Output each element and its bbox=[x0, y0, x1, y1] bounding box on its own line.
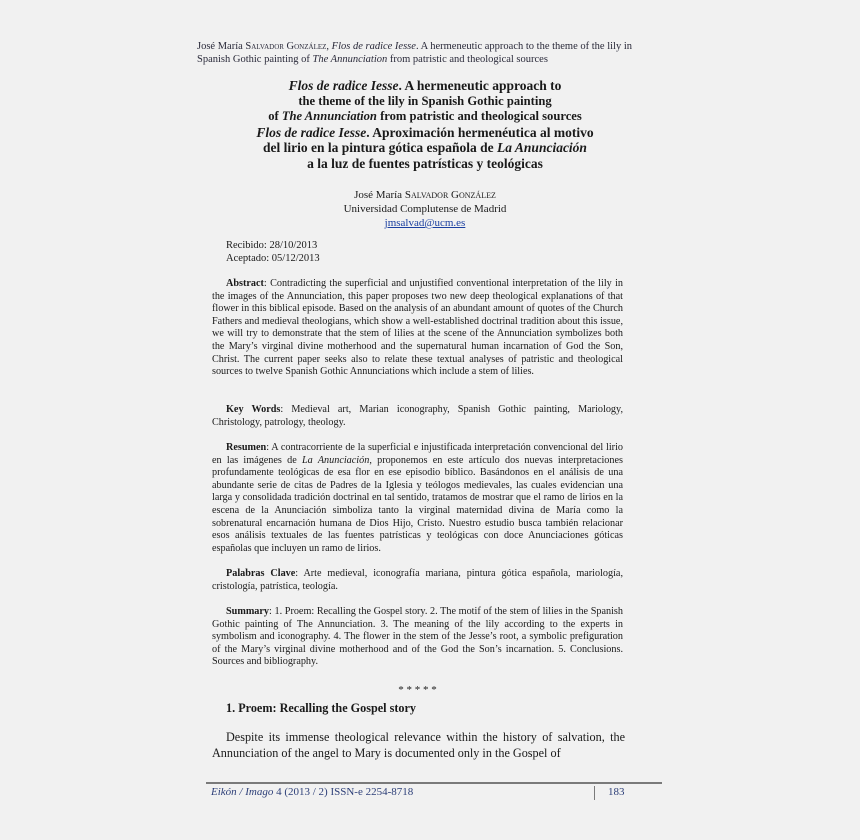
keywords-text: : Medieval art, Marian iconography, Spanish Gothic painting, Mariology, Christology, patrology, theology. bbox=[212, 404, 623, 428]
summary-paragraph bbox=[212, 606, 623, 669]
section-body-text: Despite its immense theological relevance within the history of salvation, the Annunciation of the angel to Mary is documented only in the Gospel of bbox=[212, 730, 625, 760]
author-last: Salvador González bbox=[404, 189, 496, 201]
title-es-line1-rest: . Aproximación hermenéutica al motivo bbox=[366, 124, 594, 140]
footer-journal bbox=[211, 786, 413, 798]
palabras-text: : Arte medieval, iconografía mariana, pintura gótica española, mariología, cristología, patrística, teología. bbox=[212, 568, 624, 592]
palabras-paragraph bbox=[212, 568, 623, 593]
resumen-italic: La Anunciación bbox=[302, 454, 370, 466]
palabras-label: Palabras Clave bbox=[226, 568, 296, 579]
article-title bbox=[200, 78, 650, 171]
author-name bbox=[200, 188, 650, 202]
title-en-latin: Flos de radice Iesse bbox=[288, 78, 399, 93]
title-es-line2-italic: La Anunciación bbox=[497, 140, 587, 155]
summary-label: Summary bbox=[226, 606, 270, 617]
title-en-line3-pre: of bbox=[268, 109, 282, 123]
title-en-line3 bbox=[200, 109, 650, 125]
footer-divider bbox=[594, 786, 595, 800]
resumen-text-post: , proponemos en este artículo dos nuevas interpretaciones profundamente teológicas de esa flor en ese episodio bíblico. Basándonos en el análisis de una abundante serie de citas de Padres de la Iglesia y teólogos medievales, las cuales evidencian una larga y consolidada tradición doctrinal en tal sentido, tratamos de mostrar que el ramo de lirios en la escena de la Anunciación simboliza tanto la virginal maternidad divina de María como la sobrenatural encarnación humana de Dios Hijo, Cristo. Nuestro estudio busca también relacionar esos análisis textuales de las fuentes patrísticas y teológicas con doce Anunciaciones góticas españolas que incluyen un ramo de lirios. bbox=[212, 454, 623, 554]
abstract-label: Abstract bbox=[226, 278, 264, 289]
abstract-paragraph bbox=[212, 278, 623, 379]
summary-text: : 1. Proem: Recalling the Gospel story. 2. The motif of the stem of lilies in the Spanish Gothic painting of The Annunciation. 3. The meaning of the lily according to the experts in symbolism and iconography. 4. The flower in the stem of the Jesse’s root, a symbolic prefiguration of the Mary’s virginal divine motherhood and of the God the Son’s incarnation. 5. Conclusions. Sources and bibliography. bbox=[212, 606, 623, 668]
title-es-line3: a la luz de fuentes patrísticas y teológicas bbox=[307, 155, 543, 171]
section-heading: 1. Proem: Recalling the Gospel story bbox=[226, 701, 417, 715]
resumen-paragraph bbox=[212, 442, 623, 555]
title-en-line3-post: from patristic and theological sources bbox=[376, 109, 582, 123]
title-es-latin: Flos de radice Iesse bbox=[256, 124, 367, 140]
running-head-title-latin: Flos de radice Iesse bbox=[331, 41, 416, 52]
author-email-link[interactable]: jmsalvad@ucm.es bbox=[384, 217, 466, 229]
title-es-line2-pre: del lirio en la pintura gótica española de bbox=[263, 140, 498, 155]
running-head-sep: , bbox=[326, 41, 332, 52]
title-es-line1 bbox=[200, 125, 650, 141]
title-es-line2 bbox=[200, 140, 650, 156]
running-head bbox=[197, 40, 637, 66]
footer-rule bbox=[206, 782, 662, 784]
date-accepted: Aceptado: 05/12/2013 bbox=[226, 252, 320, 264]
title-en-line1-rest: . A hermeneutic approach to bbox=[398, 78, 562, 93]
author-block bbox=[200, 188, 650, 230]
dates-block bbox=[226, 240, 526, 265]
keywords-label: Key Words bbox=[226, 404, 281, 415]
running-head-author-last: Salvador González bbox=[245, 41, 327, 52]
running-head-title-annunciation: The Annunciation bbox=[312, 54, 388, 65]
running-head-author-first: José María bbox=[197, 41, 246, 52]
title-en-line1 bbox=[200, 78, 650, 94]
abstract-text: : Contradicting the superficial and unjustified conventional interpretation of the lily in the images of the Annunciation, this paper proposes two new deep theological explanations of that flower in this biblical episode. Based on the analysis of an abundant amount of quotes of the Church Fathers and medieval theologians, which show a well-established doctrinal tradition about this issue, we will try to demonstrate that the stem of lilies at the scene of the Annunciation symbolizes both the Mary’s virginal divine motherhood and the supernatural human incarnation of God the Son, Christ. The current paper seeks also to relate these textual analyses of patristic and theological sources to twelve Spanish Gothic Annunciations which include a stem of lilies. bbox=[212, 278, 623, 378]
footer-journal-rest: 4 (2013 / 2) ISSN-e 2254-8718 bbox=[273, 786, 414, 798]
author-affiliation: Universidad Complutense de Madrid bbox=[343, 203, 507, 215]
resumen-text-pre: : A contracorriente de la superficial e injustificada interpretación convencional del lirio en las imágenes de bbox=[212, 442, 623, 466]
section-body bbox=[212, 730, 625, 761]
author-first: José María bbox=[354, 189, 405, 201]
page-number: 183 bbox=[608, 786, 625, 798]
keywords-paragraph bbox=[212, 404, 623, 429]
title-en-line3-italic: The Annunciation bbox=[281, 109, 377, 123]
title-en-line2: the theme of the lily in Spanish Gothic painting bbox=[298, 93, 552, 108]
section-separator: * * * * * bbox=[398, 684, 437, 696]
footer-journal-italic: Eikón / Imago bbox=[211, 786, 274, 798]
running-head-rest1: . A hermeneutic approach to the theme of the lily in Spanish Gothic painting of bbox=[197, 41, 632, 65]
running-head-rest2: from patristic and theological sources bbox=[387, 54, 548, 65]
resumen-label: Resumen bbox=[226, 442, 267, 453]
date-received: Recibido: 28/10/2013 bbox=[226, 240, 318, 251]
